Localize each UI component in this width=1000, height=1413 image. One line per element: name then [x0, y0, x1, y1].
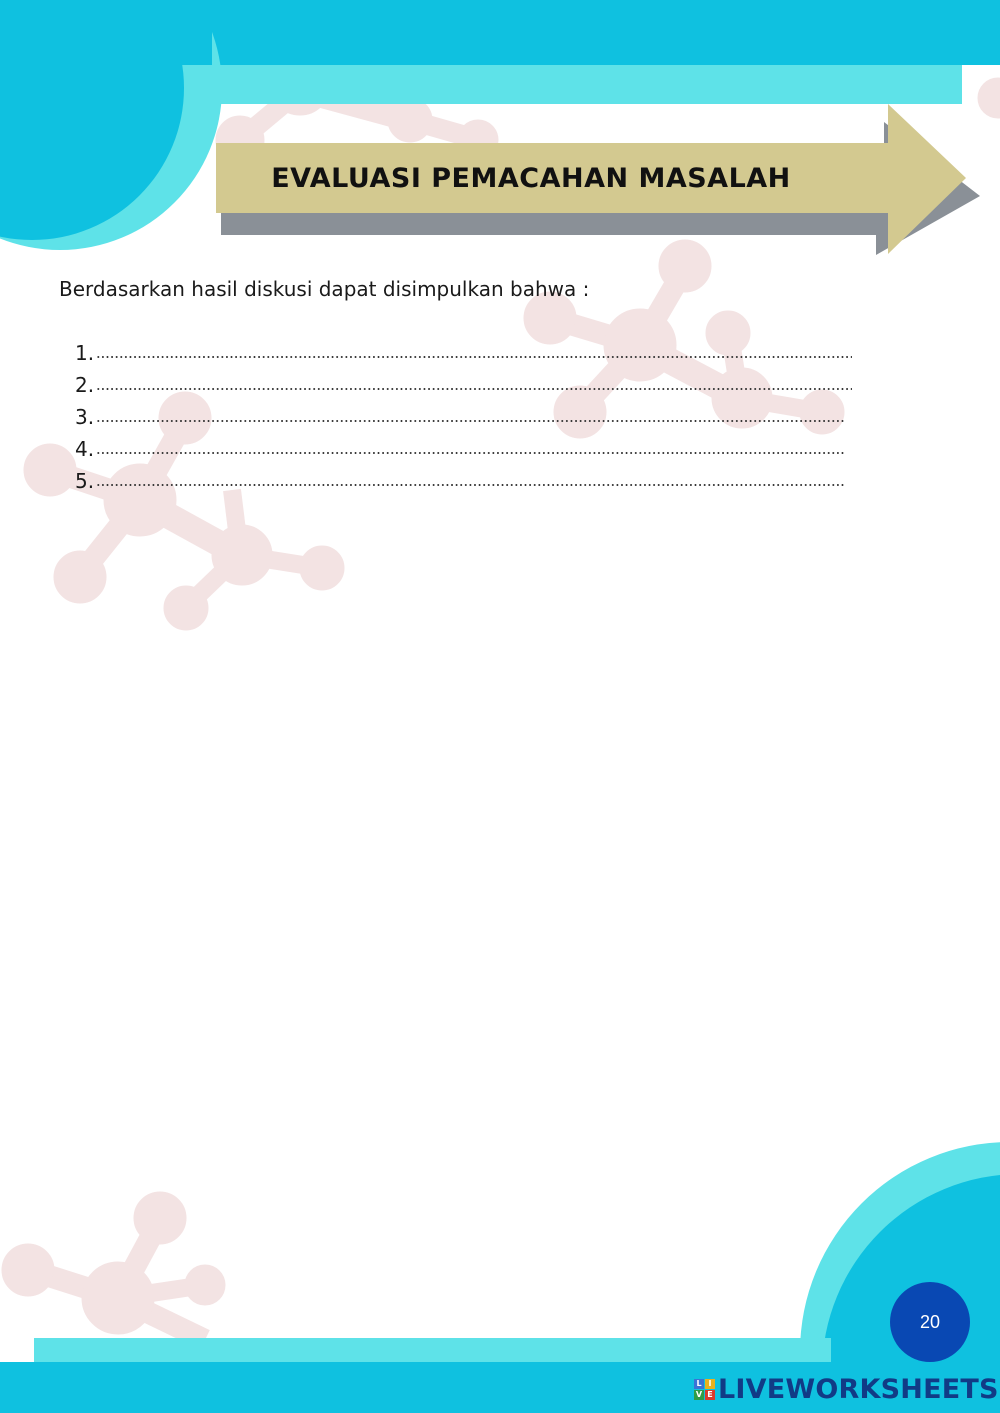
answer-list — [75, 340, 865, 500]
answer-field[interactable] — [96, 468, 846, 488]
brand-logo[interactable] — [694, 1372, 999, 1406]
page-number-badge: 20 — [890, 1282, 970, 1362]
brand-mark-letter: E — [705, 1390, 715, 1400]
answer-field[interactable] — [96, 404, 846, 424]
answer-number: 4. — [75, 437, 95, 461]
worksheet-title: EVALUASI PEMACAHAN MASALAH — [271, 162, 791, 194]
answer-number: 3. — [75, 405, 95, 429]
brand-mark-icon — [694, 1379, 715, 1400]
answer-line[interactable] — [75, 372, 865, 404]
molecule-decoration-bottom — [2, 1192, 225, 1340]
answer-line[interactable] — [75, 436, 865, 468]
brand-mark-letter: V — [695, 1390, 703, 1399]
brand-name: LIVEWORKSHEETS — [718, 1373, 999, 1405]
answer-line[interactable] — [75, 404, 865, 436]
answer-line[interactable] — [75, 340, 865, 372]
answer-field[interactable] — [96, 340, 852, 360]
intro-text: Berdasarkan hasil diskusi dapat disimpulkan bahwa : — [59, 277, 590, 301]
answer-line[interactable] — [75, 468, 865, 500]
brand-mark-letter: I — [705, 1379, 715, 1389]
answer-number: 5. — [75, 469, 95, 493]
answer-number: 1. — [75, 341, 95, 365]
answer-field[interactable] — [96, 372, 852, 392]
answer-field[interactable] — [96, 436, 846, 456]
brand-mark-letter: L — [694, 1379, 704, 1389]
answer-number: 2. — [75, 373, 95, 397]
